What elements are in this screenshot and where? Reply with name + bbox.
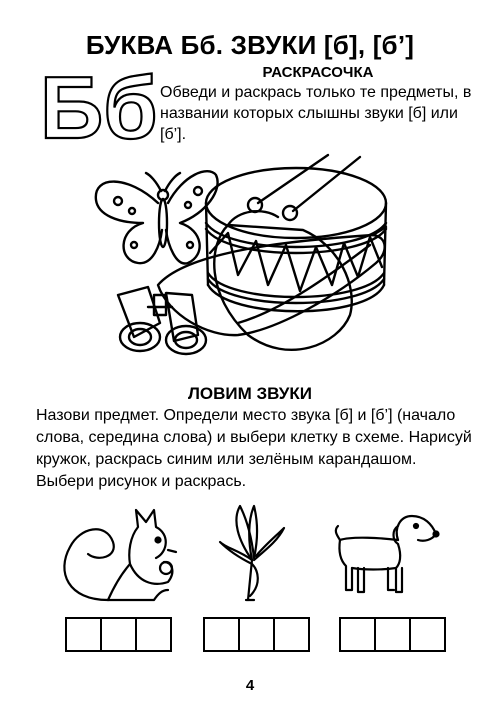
scheme-cell[interactable] — [409, 617, 446, 652]
page-title: БУКВА Бб. ЗВУКИ [б], [б’] — [85, 30, 415, 60]
sounds-task-title: ЛОВИМ ЗВУКИ — [188, 384, 312, 403]
scheme-cell[interactable] — [374, 617, 411, 652]
scheme-cell[interactable] — [339, 617, 376, 652]
scheme-cell[interactable] — [100, 617, 137, 652]
binoculars-outline-icon — [118, 287, 206, 354]
coloring-task-title: РАСКРАСОЧКА — [262, 64, 374, 81]
drum-outline-icon — [206, 155, 386, 311]
sound-scheme-squirrel[interactable] — [65, 617, 172, 652]
scheme-cell[interactable] — [65, 617, 102, 652]
squirrel-picture[interactable] — [58, 502, 188, 607]
scheme-cell[interactable] — [203, 617, 240, 652]
sounds-task-text: Назови предмет. Определи место звука [б] и [б’] (начало слова, середина слова) и выбери клетку в схеме. Нарисуй кружок, раскрась синим или зелёным карандашом. Выбери рисунок и раскрась. — [36, 407, 472, 490]
sound-scheme-dog[interactable] — [339, 617, 446, 652]
butterfly-outline-icon — [96, 171, 218, 263]
dog-picture[interactable] — [332, 510, 442, 600]
scheme-cell[interactable] — [135, 617, 172, 652]
sound-scheme-banana[interactable] — [203, 617, 310, 652]
coloring-scene[interactable] — [88, 145, 408, 370]
svg-text:Бб: Бб — [40, 62, 158, 146]
scheme-cell[interactable] — [273, 617, 310, 652]
outlined-letter-b — [38, 62, 158, 146]
banana-picture[interactable] — [218, 500, 288, 605]
scheme-cell[interactable] — [238, 617, 275, 652]
coloring-task-text: Обведи и раскрась только те предметы, в названии которых слышны звуки [б] или [б’]. — [160, 84, 472, 143]
page-number: 4 — [245, 677, 255, 694]
